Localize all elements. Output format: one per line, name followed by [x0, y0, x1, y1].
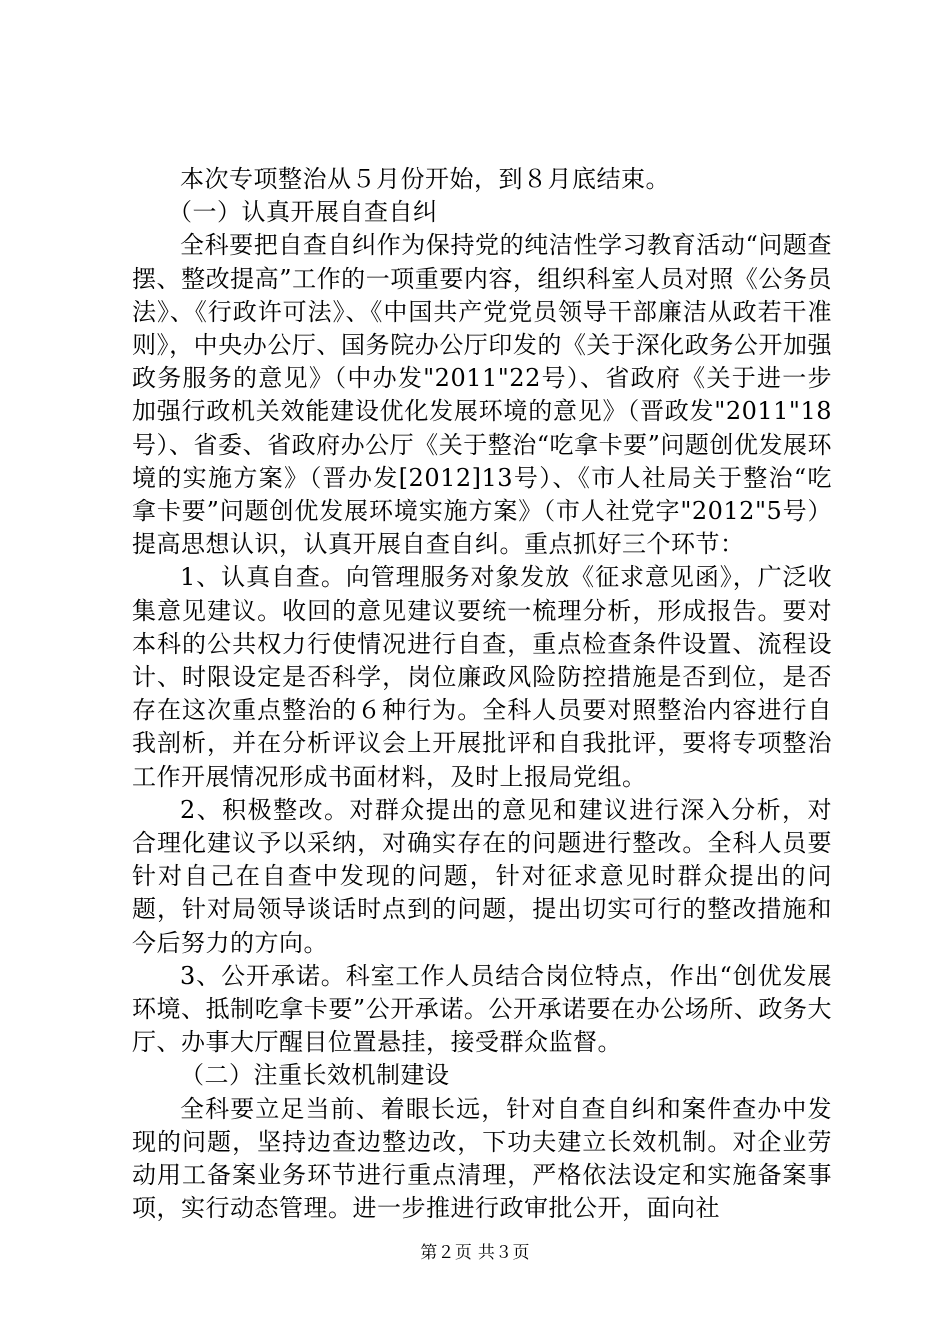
section-heading-long-term-mechanism: （二）注重长效机制建设 [180, 1061, 450, 1090]
paragraph-self-inspection-overview: 全科要把自查自纠作为保持党的纯洁性学习教育活动“问题查摆、整改提高”工作的一项重要内容，组织科室人员对照《公务员法》、《行政许可法》、《中国共产党党员领导干部廉洁从政若干准则》，中央办公厅、国务院办公厅印发的《关于深化政务公开加强政务服务的意见》（中办发"2011"22号）、省政府《关于进一步加强行政机关效能建设优化发展环境的意见》（晋政发"2011"18号）、省委、省政府办公厅《关于整治“吃拿卡要”问题创优发展环境的实施方案》（晋办发[2012]13号）、《市人社局关于整治“吃拿卡要”问题创优发展环境实施方案》（市人社党字"2012"5号）提高思想认识，认真开展自查自纠。重点抓好三个环节： [132, 231, 832, 559]
paragraph-schedule: 本次专项整治从５月份开始，到８月底结束。 [180, 165, 670, 193]
section-heading-self-inspection: （一）认真开展自查自纠 [168, 198, 438, 227]
paragraph-long-term-mechanism: 全科要立足当前、着眼长远，针对自查自纠和案件查办中发现的问题，坚持边查边整边改，下功夫建立长效机制。对企业劳动用工备案业务环节进行重点清理，严格依法设定和实施备案事项，实行动态管理。进一步推进行政审批公开，面向社 [132, 1094, 832, 1223]
paragraph-step-self-check: 1、认真自查。向管理服务对象发放《征求意见函》，广泛收集意见建议。收回的意见建议要统一梳理分析，形成报告。要对本科的公共权力行使情况进行自查，重点检查条件设置、流程设计、时限设定是否科学，岗位廉政风险防控措施是否到位，是否存在这次重点整治的６种行为。全科人员要对照整治内容进行自我剖析，并在分析评议会上开展批评和自我批评，要将专项整治工作开展情况形成书面材料，及时上报局党组。 [132, 563, 832, 791]
document-body [132, 163, 832, 1226]
paragraph-step-public-pledge: 3、公开承诺。科室工作人员结合岗位特点，作出“创优发展环境、抵制吃拿卡要”公开承诺。公开承诺要在办公场所、政务大厅、办事大厅醒目位置悬挂，接受群众监督。 [132, 961, 832, 1057]
paragraph-step-rectify: 2、积极整改。对群众提出的意见和建议进行深入分析，对合理化建议予以采纳，对确实存在的问题进行整改。全科人员要针对自己在自查中发现的问题，针对征求意见时群众提出的问题，针对局领导谈话时点到的问题，提出切实可行的整改措施和今后努力的方向。 [132, 795, 832, 957]
page-footer: 第２页 共３页 [420, 1243, 530, 1263]
